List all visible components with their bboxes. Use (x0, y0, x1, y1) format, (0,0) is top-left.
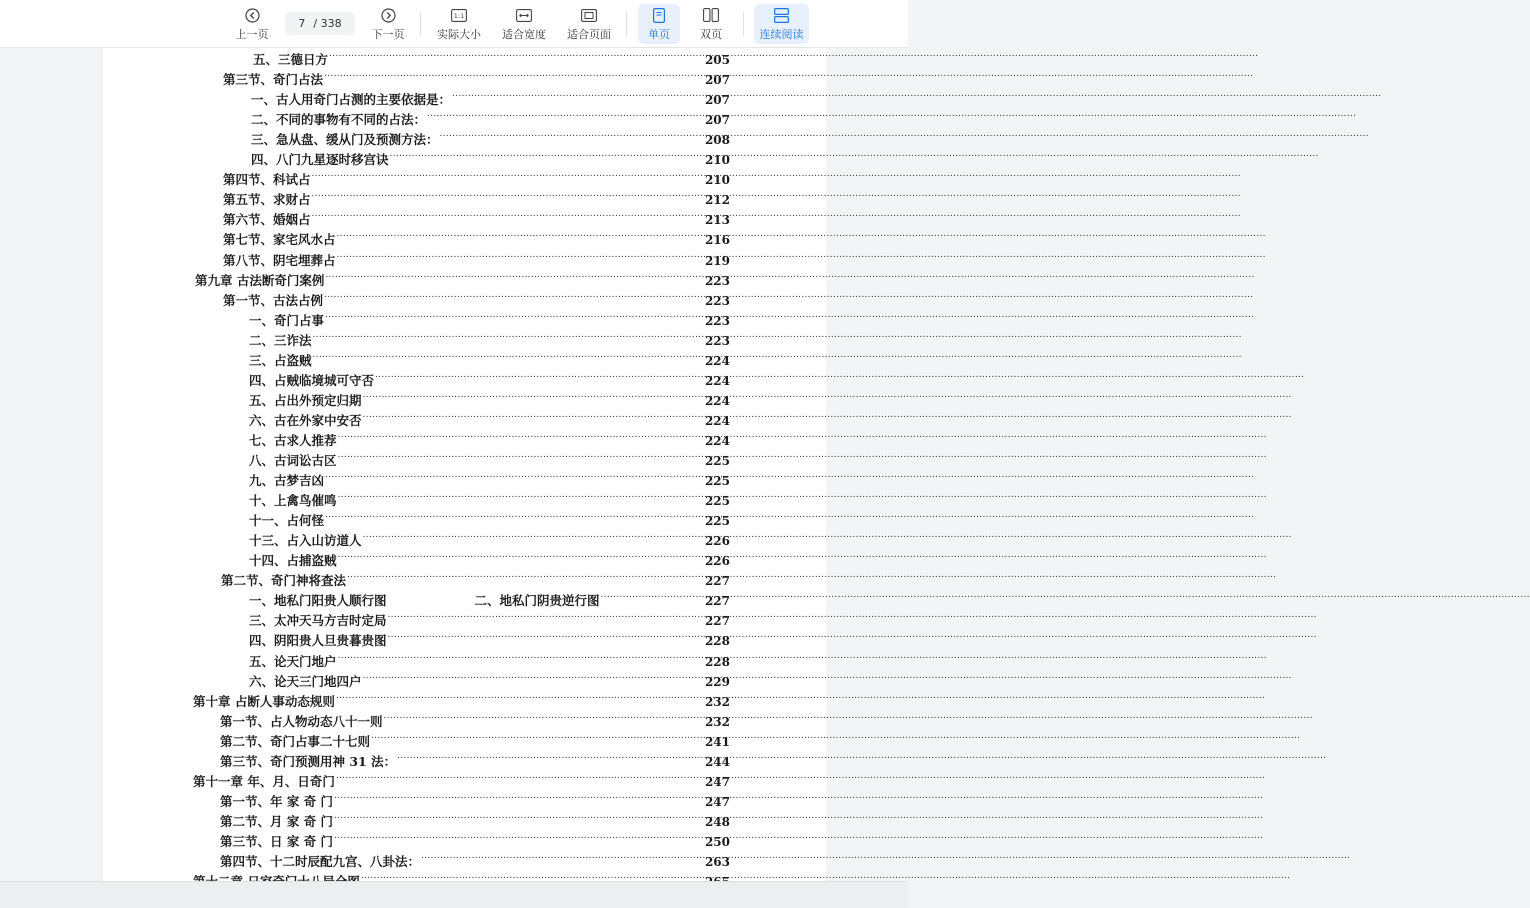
toc-entry-title: 一、地私门阳贵人顺行图 (249, 593, 387, 609)
toc-page-number: 224 (704, 393, 730, 408)
toc-leader-dots (313, 345, 704, 365)
chevron-left-icon (245, 6, 260, 24)
toc-leader-dots (375, 365, 704, 385)
toc-entry[interactable] (220, 826, 730, 849)
document-page (103, 48, 826, 881)
toc-page-number: 228 (704, 654, 730, 669)
fit-width-button[interactable] (499, 4, 549, 44)
toc-page-number: 205 (704, 53, 730, 67)
page-current-input[interactable]: 7 (298, 17, 306, 30)
toc-entry[interactable] (220, 746, 730, 769)
toolbar-divider (626, 12, 627, 36)
toc-page-number: 207 (704, 113, 730, 128)
toc-page-number: 244 (704, 754, 730, 769)
toc-leader-dots (390, 144, 704, 164)
toc-entry[interactable] (249, 345, 730, 368)
toc-page-number: 228 (704, 634, 730, 649)
toc-leader-dots (324, 285, 704, 305)
toc-entry[interactable] (251, 84, 730, 108)
table-of-contents (103, 48, 826, 881)
toc-leader-dots (338, 646, 704, 666)
toc-leader-dots (337, 245, 704, 265)
toc-entry[interactable] (223, 204, 730, 228)
toc-page-number: 227 (704, 594, 730, 609)
toc-leader-dots (371, 726, 704, 746)
toc-entry-title: 二、不同的事物有不同的占法： (251, 112, 427, 128)
toc-leader-dots (427, 104, 704, 124)
fit-page-label: 适合页面 (567, 28, 611, 41)
toc-entry-title: 六、古在外家中安否 (249, 412, 362, 428)
toc-leader-dots (347, 565, 704, 585)
toc-entry[interactable] (251, 104, 730, 128)
toc-page-number: 229 (704, 674, 730, 689)
toc-page-number: 213 (704, 213, 730, 228)
continuous-reading-icon (774, 6, 789, 24)
toc-entry[interactable] (249, 325, 730, 348)
toc-entry[interactable] (193, 766, 730, 789)
toc-page-number: 227 (704, 574, 730, 589)
toc-entry[interactable] (223, 245, 730, 268)
toc-leader-dots (452, 84, 704, 104)
actual-size-label: 实际大小 (437, 28, 481, 41)
toc-leader-dots (338, 425, 704, 445)
toc-entry-title: 第二节、奇门占事二十七则 (220, 733, 371, 749)
bottom-scroll-area (0, 881, 908, 908)
next-page-button[interactable] (368, 4, 408, 44)
toc-entry[interactable] (251, 124, 730, 148)
toc-leader-dots (388, 625, 704, 645)
toc-entry[interactable] (249, 525, 730, 549)
toc-entry[interactable] (220, 806, 730, 829)
toc-page-number: 232 (704, 714, 730, 729)
toc-leader-dots (601, 585, 704, 605)
toc-page-number: 227 (704, 614, 730, 629)
toolbar-divider (743, 12, 744, 36)
toc-entry[interactable] (249, 305, 730, 328)
toc-entry[interactable] (249, 465, 730, 489)
toc-leader-dots (397, 746, 704, 766)
toc-entry-title: 第四节、十二时辰配九宫、八卦法： (220, 854, 421, 869)
toc-leader-dots (338, 545, 704, 565)
toc-entry[interactable] (223, 164, 730, 188)
toc-page-number: 248 (704, 814, 730, 829)
toc-leader-dots (334, 786, 704, 806)
toc-page-number: 225 (704, 454, 730, 468)
toc-entry-title: 二、三诈法 (249, 332, 312, 348)
toc-entry[interactable] (221, 565, 730, 589)
toc-page-number: 223 (704, 293, 730, 308)
page-number-box[interactable] (285, 12, 355, 35)
toc-entry-title: 五、三德日方 (253, 52, 329, 67)
toc-page-number: 226 (704, 554, 730, 569)
toc-entry[interactable] (223, 64, 730, 88)
toc-entry[interactable] (249, 505, 730, 529)
toc-leader-dots (325, 305, 704, 325)
toc-entry-title: 第三节、日 家 奇 门 (220, 833, 334, 849)
toc-entry-title: 第四节、科试占 (223, 172, 311, 188)
toc-entry[interactable] (193, 686, 730, 709)
toc-entry-title: 三、急从盘、缓从门及预测方法： (251, 132, 439, 148)
toc-page-number: 250 (704, 834, 730, 849)
toc-entry-title: 四、占贼临境城可守否 (249, 372, 375, 388)
toc-page-number: 224 (704, 373, 730, 388)
viewer-toolbar (0, 0, 908, 48)
toc-entry-title: 十四、占捕盗贼 (249, 553, 337, 569)
toc-page-number: 212 (704, 193, 730, 208)
toc-leader-dots (325, 265, 704, 285)
single-page-button[interactable] (638, 4, 680, 44)
fit-page-icon (581, 6, 597, 24)
toc-entry[interactable] (223, 224, 730, 248)
toc-entry[interactable] (249, 365, 730, 388)
toc-page-number: 223 (704, 333, 730, 348)
continuous-reading-button[interactable] (754, 4, 809, 44)
toc-entry-title: 第一节、古法占例 (223, 292, 324, 308)
single-page-icon (653, 6, 665, 24)
toc-page-number: 219 (704, 253, 730, 268)
toc-leader-dots (336, 766, 704, 786)
toc-entry-title: 七、古求人推荐 (249, 432, 337, 448)
double-page-icon (703, 6, 719, 24)
toc-leader-dots (363, 385, 704, 405)
toc-entry[interactable] (220, 706, 730, 729)
toc-page-number: 224 (704, 353, 730, 368)
actual-size-button[interactable] (434, 4, 484, 44)
toc-leader-dots (324, 64, 704, 84)
toc-page-number: 210 (704, 153, 730, 168)
toc-leader-dots (363, 666, 704, 686)
toc-leader-dots (334, 806, 704, 826)
actual-size-icon (451, 6, 467, 24)
prev-page-label: 上一页 (235, 28, 269, 41)
toc-page-number: 225 (704, 494, 730, 509)
toc-page-number: 247 (704, 774, 730, 789)
toc-entry-title: 十一、占何怪 (249, 513, 325, 529)
toc-entry[interactable] (249, 385, 730, 408)
toc-entry-title: 二、地私门阴贵逆行图 (474, 593, 600, 609)
toc-page-number: 247 (704, 794, 730, 809)
chevron-right-icon (381, 6, 396, 24)
svg-text:1:1: 1:1 (453, 11, 465, 20)
toc-page-number: 224 (704, 433, 730, 448)
toc-page-number: 208 (704, 133, 730, 148)
toc-entry-title: 第五节、求财占 (223, 192, 311, 208)
toc-entry-title: 六、论天三门地四户 (249, 673, 362, 689)
toc-entry[interactable] (195, 265, 730, 288)
single-page-label: 单页 (648, 28, 670, 41)
toc-leader-dots (338, 485, 704, 505)
toc-page-number: 224 (704, 413, 730, 428)
toc-entry-title: 十三、占入山访道人 (249, 533, 362, 549)
toolbar-divider (420, 12, 421, 36)
toc-entry[interactable] (223, 285, 730, 308)
toc-leader-dots (363, 525, 704, 545)
toc-page-number: 226 (704, 534, 730, 549)
toc-entry[interactable] (251, 144, 730, 168)
toc-leader-dots (421, 846, 704, 866)
toc-leader-dots (338, 445, 704, 465)
toc-leader-dots (325, 465, 704, 485)
toc-entry-title: 一、古人用奇门占测的主要依据是： (251, 92, 452, 108)
toc-leader-dots (334, 826, 704, 846)
toc-entry-title: 五、占出外预定归期 (249, 392, 362, 408)
toc-entry[interactable] (249, 405, 730, 428)
toc-entry[interactable] (249, 605, 730, 629)
toc-page-number: 207 (704, 93, 730, 108)
toc-entry-title: 第十一章 年、月、日奇门 (193, 773, 335, 789)
toc-entry[interactable] (220, 786, 730, 809)
toc-leader-dots (440, 124, 704, 144)
toc-entry-title: 五、论天门地户 (249, 653, 337, 669)
toc-leader-dots (312, 184, 704, 204)
toc-page-number: 210 (704, 173, 730, 188)
toc-entry-title: 三、占盗贼 (249, 352, 312, 368)
toc-entry-title: 第一节、占人物动态八十一则 (220, 713, 383, 729)
toc-entry[interactable] (220, 726, 730, 749)
toc-leader-dots (312, 164, 704, 184)
toc-entry-title: 第三节、奇门占法 (223, 72, 324, 88)
toc-entry-title: 第二节、奇门神将查法 (221, 573, 347, 589)
toc-leader-dots (337, 224, 704, 244)
toc-entry[interactable] (249, 425, 730, 448)
fit-page-button[interactable] (564, 4, 614, 44)
page-total: / 338 (313, 17, 342, 30)
toc-entry-title: 第六节、婚姻占 (223, 212, 311, 228)
toc-page-number: 225 (704, 514, 730, 529)
toc-entry[interactable] (249, 585, 730, 609)
toc-entry-title: 第一节、年 家 奇 门 (220, 793, 334, 809)
toc-entry-title: 一、奇门占事 (249, 312, 325, 328)
toc-entry-title: 十、上禽鸟催鸣 (249, 493, 337, 509)
continuous-reading-label: 连续阅读 (759, 28, 804, 41)
toc-entry-title: 三、太冲天马方吉时定局 (249, 613, 387, 629)
double-page-label: 双页 (700, 28, 722, 41)
toc-entry-title: 第九章 古法断奇门案例 (195, 272, 325, 288)
toc-leader-dots (336, 686, 704, 706)
fit-width-icon (516, 6, 532, 24)
toc-entry[interactable] (249, 485, 730, 509)
toc-leader-dots (384, 706, 704, 726)
toc-leader-dots (313, 325, 704, 345)
toc-entry-title: 第二节、月 家 奇 门 (220, 813, 334, 829)
toc-entry[interactable] (223, 184, 730, 208)
toc-leader-dots (388, 605, 704, 625)
toc-page-number: 223 (704, 273, 730, 288)
toc-entry-title: 第八节、阴宅埋葬占 (223, 252, 336, 268)
toc-leader-dots (325, 505, 704, 525)
toc-entry[interactable] (249, 666, 730, 689)
toc-entry-title: 八、古词讼古区 (249, 453, 337, 468)
toc-entry-title: 四、阴阳贵人旦贵暮贵图 (249, 633, 387, 649)
toc-entry-title: 九、古梦吉凶 (249, 473, 325, 489)
toc-entry-title: 第三节、奇门预测用神 31 法： (220, 753, 397, 769)
toc-page-number: 223 (704, 313, 730, 328)
toc-entry[interactable] (249, 625, 730, 649)
next-page-label: 下一页 (371, 28, 405, 41)
double-page-button[interactable] (690, 4, 732, 44)
toc-entry[interactable] (249, 646, 730, 669)
toc-page-number: 216 (704, 233, 730, 248)
toc-entry[interactable] (220, 846, 730, 869)
toc-page-number: 263 (704, 855, 730, 869)
toc-entry-title: 四、八门九星逐时移宫诀 (251, 152, 389, 168)
toc-page-number: 241 (704, 734, 730, 749)
prev-page-button[interactable] (232, 4, 272, 44)
toc-entry[interactable] (249, 445, 730, 468)
toc-page-number: 207 (704, 73, 730, 88)
toc-entry[interactable] (249, 545, 730, 569)
toc-page-number: 225 (704, 474, 730, 489)
toc-leader-dots (312, 204, 704, 224)
toc-entry-title: 第七节、家宅风水占 (223, 232, 336, 248)
fit-width-label: 适合宽度 (502, 28, 546, 41)
toc-page-number: 232 (704, 694, 730, 709)
toc-entry-title: 第十章 占断人事动态规则 (193, 693, 335, 709)
toc-leader-dots (363, 405, 704, 425)
